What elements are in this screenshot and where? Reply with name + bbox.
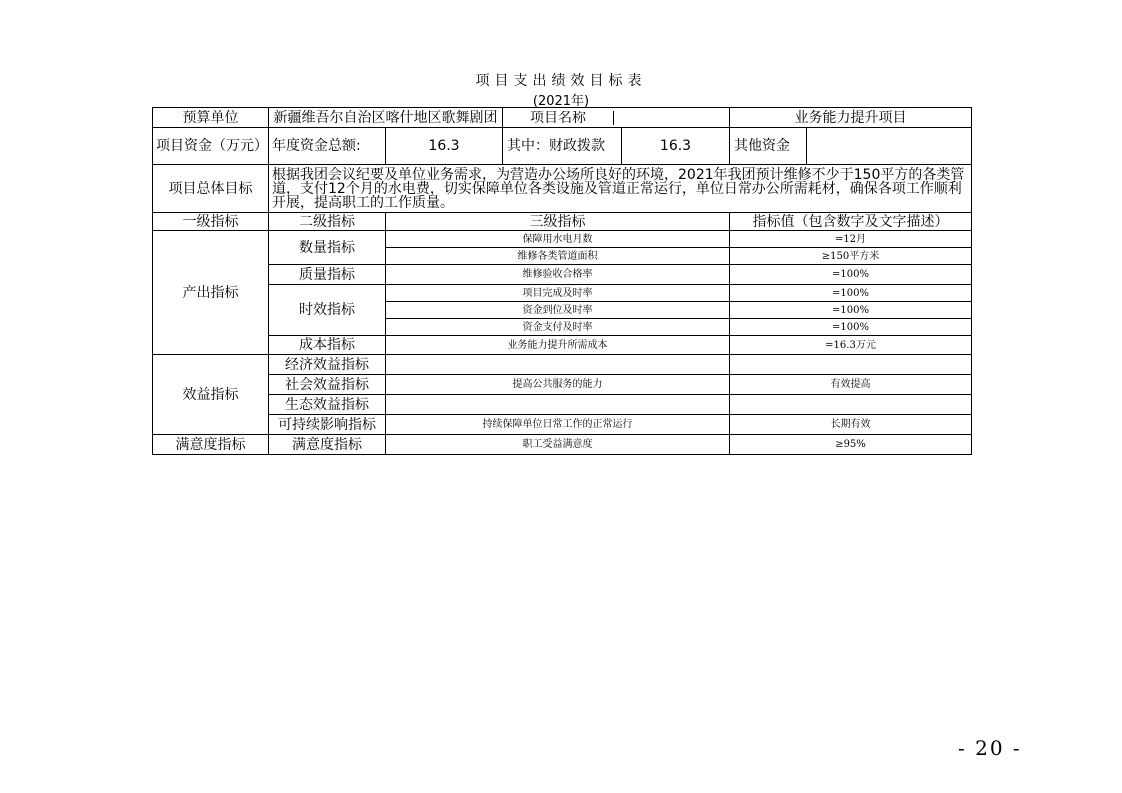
- indicator-name: 保障用水电月数: [386, 231, 730, 248]
- table-row: [153, 231, 972, 248]
- table-title: 项目支出绩效目标表: [475, 73, 647, 89]
- fiscal-cell: [503, 128, 730, 165]
- table-row: [153, 415, 972, 435]
- budget-unit-label: 预算单位: [153, 108, 269, 128]
- quality-indicator-label: 质量指标: [269, 265, 386, 285]
- indicator-name: [386, 355, 730, 375]
- other-funds-value: [807, 128, 972, 164]
- table-row: [153, 435, 972, 455]
- table-row: [153, 375, 972, 395]
- indicator-name: 资金支付及时率: [386, 319, 730, 336]
- indicator-value: =100%: [730, 319, 972, 336]
- indicator-value: =12月: [730, 231, 972, 248]
- col-value-header: 指标值（包含数字及文字描述）: [730, 213, 972, 231]
- indicator-name: [386, 395, 730, 415]
- ecological-benefit-label: 生态效益指标: [269, 395, 386, 415]
- project-name-spacer: [614, 111, 730, 125]
- project-name-label: 项目名称: [503, 111, 614, 125]
- funding-label: 项目资金（万元）: [153, 128, 269, 165]
- indicator-name: 业务能力提升所需成本: [386, 336, 730, 355]
- timeliness-indicator-label: 时效指标: [269, 285, 386, 336]
- table-row: [153, 128, 972, 165]
- indicator-value: ≥95%: [730, 435, 972, 455]
- table-row: [153, 213, 972, 231]
- col-level2-header: 二级指标: [269, 213, 386, 231]
- other-funds-subtable: [730, 128, 971, 164]
- satisfaction-indicator-label: 满意度指标: [153, 435, 269, 455]
- table-row: [153, 395, 972, 415]
- indicator-name: 提高公共服务的能力: [386, 375, 730, 395]
- fiscal-value: 16.3: [659, 138, 692, 154]
- fiscal-label: 其中：财政拨款: [503, 128, 622, 164]
- overall-goal-text: 根据我团会议纪要及单位业务需求，为营造办公场所良好的环境，2021年我团预计维修不少于150平方的各类管道，支付12个月的水电费，切实保障单位各类设施及管道正常运行，单位日常办公所需耗材，确保各项工作顺利开展，提高职工的工作质量。: [269, 165, 972, 213]
- project-name-value: 业务能力提升项目: [730, 108, 972, 128]
- indicator-value: [730, 355, 972, 375]
- social-benefit-label: 社会效益指标: [269, 375, 386, 395]
- table-row: [153, 265, 972, 285]
- sustainable-impact-label: 可持续影响指标: [269, 415, 386, 435]
- performance-target-table: [152, 107, 972, 455]
- col-level3-header: 三级指标: [386, 213, 730, 231]
- indicator-value: =100%: [730, 265, 972, 285]
- economic-benefit-label: 经济效益指标: [269, 355, 386, 375]
- fiscal-subtable: [503, 128, 729, 164]
- col-level1-header: 一级指标: [153, 213, 269, 231]
- indicator-value: 长期有效: [730, 415, 972, 435]
- indicator-name: 持续保障单位日常工作的正常运行: [386, 415, 730, 435]
- indicator-value: =100%: [730, 302, 972, 319]
- indicator-name: 职工受益满意度: [386, 435, 730, 455]
- indicator-name: 维修验收合格率: [386, 265, 730, 285]
- project-name-subtable: [503, 111, 729, 125]
- satisfaction-sub-label: 满意度指标: [269, 435, 386, 455]
- project-name-cell: [503, 108, 730, 128]
- indicator-name: 资金到位及时率: [386, 302, 730, 319]
- table-year: (2021年): [532, 94, 590, 109]
- table-row: [153, 285, 972, 302]
- indicator-value: =100%: [730, 285, 972, 302]
- table-row: [153, 165, 972, 213]
- budget-unit-value: 新疆维吾尔自治区喀什地区歌舞剧团: [269, 108, 503, 128]
- quantity-indicator-label: 数量指标: [269, 231, 386, 265]
- overall-goal-label: 项目总体目标: [153, 165, 269, 213]
- table-row: [153, 336, 972, 355]
- annual-total-value: 16.3: [386, 128, 503, 165]
- indicator-name: 项目完成及时率: [386, 285, 730, 302]
- indicator-name: 维修各类管道面积: [386, 248, 730, 265]
- table-row: [153, 355, 972, 375]
- other-funds-cell: [730, 128, 972, 165]
- other-funds-label: 其他资金: [730, 128, 807, 164]
- output-indicator-label: 产出指标: [153, 231, 269, 355]
- cost-indicator-label: 成本指标: [269, 336, 386, 355]
- indicator-value: ≥150平方米: [730, 248, 972, 265]
- page-number: - 20 -: [958, 736, 1022, 760]
- table-row: [153, 108, 972, 128]
- benefit-indicator-label: 效益指标: [153, 355, 269, 435]
- annual-total-label: 年度资金总额:: [269, 128, 386, 165]
- indicator-value: =16.3万元: [730, 336, 972, 355]
- indicator-value: [730, 395, 972, 415]
- indicator-value: 有效提高: [730, 375, 972, 395]
